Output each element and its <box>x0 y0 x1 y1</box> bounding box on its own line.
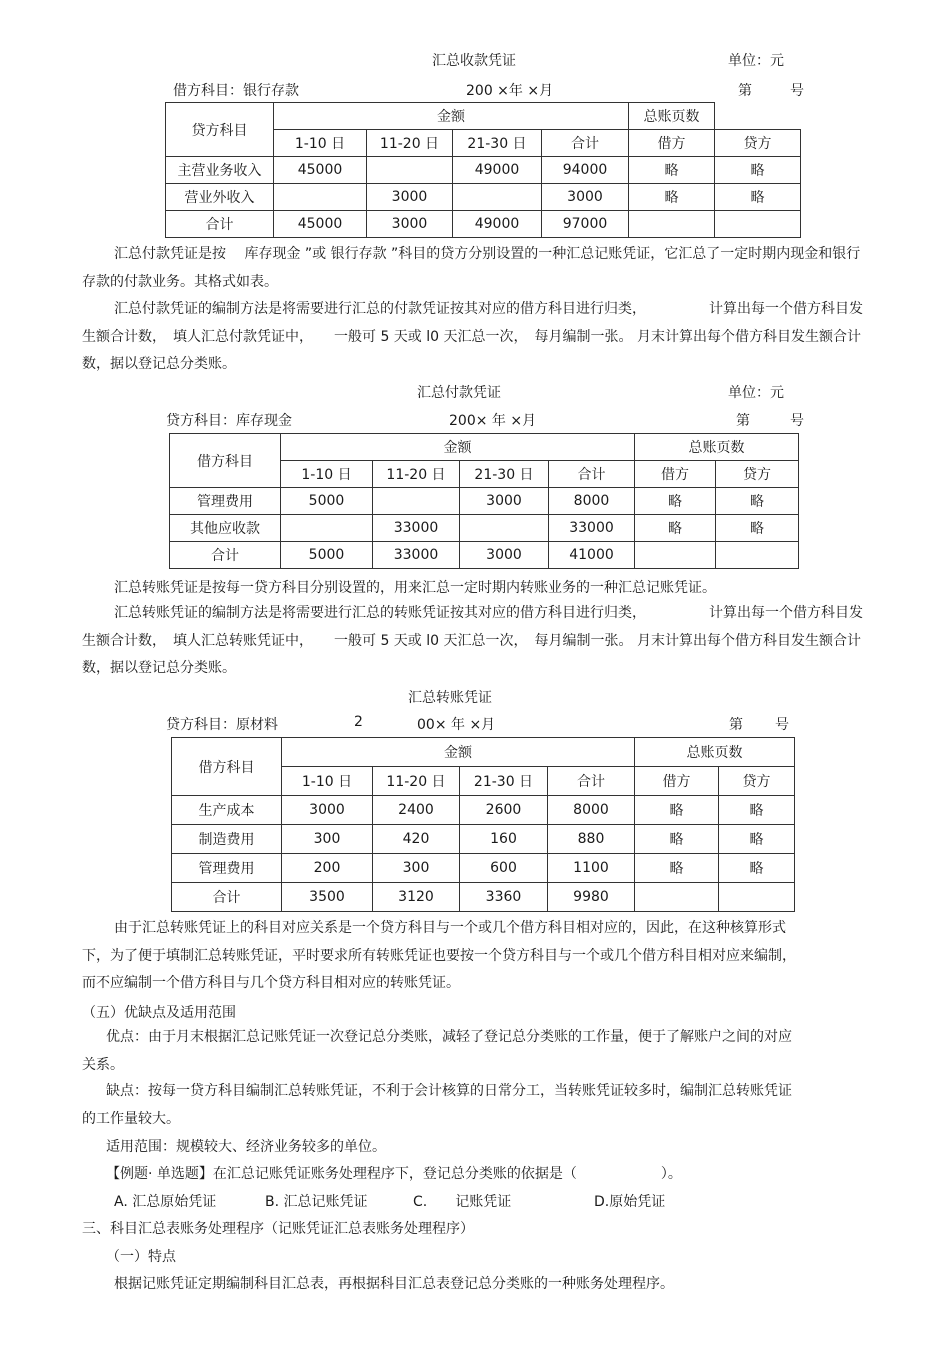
voucher3-table <box>171 737 795 912</box>
row-name: 管理费用 <box>170 488 281 515</box>
scope-text: 适用范围：规模较大、经济业务较多的单位。 <box>106 1139 386 1155</box>
cell-p1: 5000 <box>281 488 373 515</box>
subsection-heading: （一）特点 <box>106 1249 176 1265</box>
option-c: C. 记账凭证 <box>413 1194 512 1210</box>
cell-total: 8000 <box>549 488 635 515</box>
cell-p1: 5000 <box>281 542 373 569</box>
header-p1: 1-10 日 <box>281 461 373 488</box>
voucher2-no-label: 第 <box>736 413 750 429</box>
cell-total: 3000 <box>542 184 629 211</box>
cell-p2: 33000 <box>373 515 460 542</box>
table-row <box>172 854 795 883</box>
cell-debit: 略 <box>635 515 716 542</box>
header-p2: 11-20 日 <box>367 130 453 157</box>
cell-p2: 3000 <box>367 211 453 238</box>
header-credit: 贷方 <box>715 130 801 157</box>
voucher2-date: 200× 年 ×月 <box>449 413 537 429</box>
voucher1-title: 汇总收款凭证 <box>432 53 516 69</box>
cell-credit: 略 <box>715 184 801 211</box>
voucher3-date-b: 00× 年 ×月 <box>417 717 496 733</box>
header-total: 合计 <box>542 130 629 157</box>
paragraph <box>82 915 802 998</box>
row-name: 其他应收款 <box>170 515 281 542</box>
paragraph <box>82 1078 802 1133</box>
cell-credit <box>719 883 795 912</box>
cell-total: 1100 <box>548 854 635 883</box>
row-name: 营业外收入 <box>166 184 274 211</box>
cell-credit: 略 <box>716 515 799 542</box>
header-credit: 贷方 <box>716 461 799 488</box>
cell-credit: 略 <box>719 796 795 825</box>
paragraph <box>82 600 872 683</box>
voucher3-date-a: 2 <box>354 714 363 730</box>
header-p1: 1-10 日 <box>282 767 373 796</box>
voucher1-no-suffix: 号 <box>790 83 804 99</box>
header-p3: 21-30 日 <box>453 130 542 157</box>
header-p1: 1-10 日 <box>274 130 367 157</box>
voucher1-date: 200 ×年 ×月 <box>466 83 554 99</box>
cell-debit: 略 <box>635 488 716 515</box>
header-debit: 借方 <box>635 461 716 488</box>
cell-total: 97000 <box>542 211 629 238</box>
cell-credit: 略 <box>716 488 799 515</box>
paragraph <box>82 296 872 379</box>
table-row <box>172 883 795 912</box>
cell-p3: 3000 <box>460 488 549 515</box>
example-question: 【例题· 单选题】在汇总记账凭证账务处理程序下，登记总分类账的依据是（ ）。 <box>106 1166 682 1182</box>
header-ledger: 总账页数 <box>629 103 715 130</box>
cell-p2: 300 <box>373 854 460 883</box>
cell-total: 41000 <box>549 542 635 569</box>
voucher1-account: 借方科目：银行存款 <box>173 83 299 99</box>
header-amount: 金额 <box>274 103 629 130</box>
cell-total: 8000 <box>548 796 635 825</box>
voucher1-table <box>165 102 801 238</box>
cell-debit: 略 <box>635 825 719 854</box>
cell-p2: 3000 <box>367 184 453 211</box>
table-row <box>166 211 801 238</box>
header-credit: 贷方 <box>719 767 795 796</box>
header-total: 合计 <box>549 461 635 488</box>
section-heading: 三、科目汇总表账务处理程序（记账凭证汇总表账务处理程序） <box>82 1221 474 1237</box>
paragraph-text: 汇总转账凭证的编制方法是将需要进行汇总的转账凭证按其对应的借方科目进行归类， 计算出每一个借方科目发生额合计数， 填人汇总转账凭证中， 一般可 5 天或 l0 天汇总一次， 每月编制一张。 月末计算出每个借方科目发生额合计数，据以登记总分类账。 <box>82 605 863 676</box>
cell-p3: 49000 <box>453 211 542 238</box>
voucher2-unit: 单位：元 <box>728 385 784 401</box>
cell-total: 880 <box>548 825 635 854</box>
paragraph <box>82 1024 802 1079</box>
cell-p1: 300 <box>282 825 373 854</box>
paragraph-text: 汇总付款凭证的编制方法是将需要进行汇总的付款凭证按其对应的借方科目进行归类， 计算出每一个借方科目发生额合计数， 填人汇总付款凭证中， 一般可 5 天或 l0 天汇总一次， 每月编制一张。 月末计算出每个借方科目发生额合计数，据以登记总分类账。 <box>82 301 863 372</box>
cell-debit <box>635 883 719 912</box>
cell-p1: 45000 <box>274 211 367 238</box>
cell-total: 9980 <box>548 883 635 912</box>
cell-p1: 45000 <box>274 157 367 184</box>
header-debit: 借方 <box>629 130 715 157</box>
cell-p2: 33000 <box>373 542 460 569</box>
table-row <box>170 488 799 515</box>
cons-text: 缺点：按每一贷方科目编制汇总转账凭证，不利于会计核算的日常分工，当转账凭证较多时，编制汇总转账凭证的工作量较大。 <box>82 1083 792 1127</box>
cell-p2 <box>367 157 453 184</box>
table-row <box>166 157 801 184</box>
row-name: 管理费用 <box>172 854 282 883</box>
table-row <box>166 184 801 211</box>
voucher3-account: 贷方科目：原材料 <box>166 717 278 733</box>
row-name: 生产成本 <box>172 796 282 825</box>
cell-p2: 420 <box>373 825 460 854</box>
cell-p1: 3000 <box>282 796 373 825</box>
cell-debit <box>635 542 716 569</box>
cell-total: 94000 <box>542 157 629 184</box>
option-b: B. 汇总记账凭证 <box>265 1194 368 1210</box>
cell-p3 <box>453 184 542 211</box>
cell-debit <box>629 211 715 238</box>
cell-p1 <box>281 515 373 542</box>
table-row <box>170 515 799 542</box>
voucher2-account: 贷方科目：库存现金 <box>166 413 292 429</box>
cell-debit: 略 <box>635 854 719 883</box>
cell-debit: 略 <box>635 796 719 825</box>
paragraph-text: 由于汇总转账凭证上的科目对应关系是一个贷方科目与一个或几个借方科目相对应的，因此，在这种核算形式下，为了便于填制汇总转账凭证，平时要求所有转账凭证也要按一个贷方科目与一个或几个借方科目相对应来编制，而不应编制一个借方科目与几个贷方科目相对应的转账凭证。 <box>82 920 796 991</box>
header-account: 贷方科目 <box>166 103 274 157</box>
voucher1-unit: 单位：元 <box>728 53 784 69</box>
header-p2: 11-20 日 <box>373 461 460 488</box>
paragraph-text: 汇总转账凭证是按每一贷方科目分别设置的，用来汇总一定时期内转账业务的一种汇总记账凭证。 <box>114 580 716 596</box>
header-account: 借方科目 <box>170 434 281 488</box>
cell-credit <box>715 211 801 238</box>
header-debit: 借方 <box>635 767 719 796</box>
cell-debit: 略 <box>629 157 715 184</box>
row-name: 合计 <box>172 883 282 912</box>
section-heading: （五）优缺点及适用范围 <box>82 1005 236 1021</box>
cell-p3: 160 <box>460 825 548 854</box>
cell-p1 <box>274 184 367 211</box>
voucher2-no-suffix: 号 <box>790 413 804 429</box>
header-amount: 金额 <box>281 434 635 461</box>
row-name: 合计 <box>170 542 281 569</box>
cell-p1: 3500 <box>282 883 373 912</box>
header-p3: 21-30 日 <box>460 767 548 796</box>
table-row <box>172 825 795 854</box>
table-row <box>170 542 799 569</box>
option-a: A. 汇总原始凭证 <box>114 1194 217 1210</box>
row-name: 主营业务收入 <box>166 157 274 184</box>
cell-p3: 3000 <box>460 542 549 569</box>
row-name: 制造费用 <box>172 825 282 854</box>
header-amount: 金额 <box>282 738 635 767</box>
cell-credit: 略 <box>719 825 795 854</box>
voucher3-no-label: 第 <box>729 717 743 733</box>
voucher2-title: 汇总付款凭证 <box>417 385 501 401</box>
header-account: 借方科目 <box>172 738 282 796</box>
voucher1-no-label: 第 <box>738 83 752 99</box>
cell-credit: 略 <box>719 854 795 883</box>
cell-debit: 略 <box>629 184 715 211</box>
cell-credit <box>716 542 799 569</box>
paragraph <box>82 575 872 603</box>
pros-text: 优点：由于月末根据汇总记账凭证一次登记总分类账，减轻了登记总分类账的工作量，便于了解账户之间的对应关系。 <box>82 1029 792 1073</box>
cell-p3: 2600 <box>460 796 548 825</box>
table-row <box>172 796 795 825</box>
cell-p2: 3120 <box>373 883 460 912</box>
cell-p3 <box>460 515 549 542</box>
header-ledger: 总账页数 <box>635 738 795 767</box>
paragraph <box>82 241 872 296</box>
voucher3-title: 汇总转账凭证 <box>408 690 492 706</box>
paragraph-text: 汇总付款凭证是按 库存现金 ”或 银行存款 ”科目的贷方分别设置的一种汇总记账凭证，它汇总了一定时期内现金和银行存款的付款业务。其格式如表。 <box>82 246 861 290</box>
header-ledger: 总账页数 <box>635 434 799 461</box>
cell-p3: 49000 <box>453 157 542 184</box>
paragraph-text: 根据记账凭证定期编制科目汇总表，再根据科目汇总表登记总分类账的一种账务处理程序。 <box>114 1276 674 1292</box>
voucher3-no-suffix: 号 <box>775 717 789 733</box>
cell-p2: 2400 <box>373 796 460 825</box>
cell-credit: 略 <box>715 157 801 184</box>
option-d: D.原始凭证 <box>594 1194 666 1210</box>
header-p2: 11-20 日 <box>373 767 460 796</box>
cell-p1: 200 <box>282 854 373 883</box>
header-total: 合计 <box>548 767 635 796</box>
header-p3: 21-30 日 <box>460 461 549 488</box>
cell-p3: 3360 <box>460 883 548 912</box>
row-name: 合计 <box>166 211 274 238</box>
header-empty <box>715 103 801 130</box>
cell-p3: 600 <box>460 854 548 883</box>
cell-p2 <box>373 488 460 515</box>
cell-total: 33000 <box>549 515 635 542</box>
voucher2-table <box>169 433 799 569</box>
